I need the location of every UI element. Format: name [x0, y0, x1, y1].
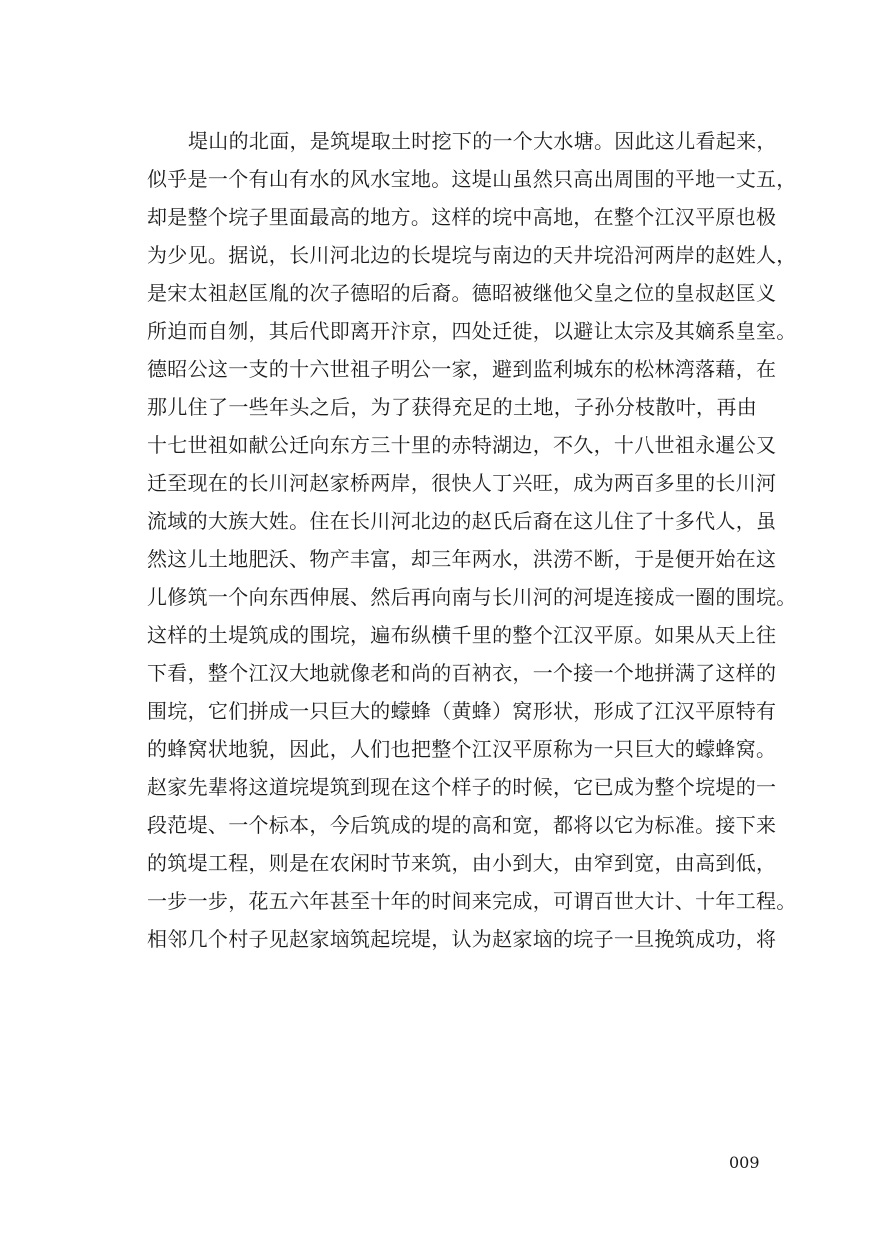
text-line: 十七世祖如献公迁向东方三十里的赤特湖边，不久，十八世祖永暹公又	[147, 433, 777, 457]
text-line: 赵家先辈将这道垸堤筑到现在这个样子的时候，它已成为整个垸堤的一	[147, 775, 777, 799]
text-line: 段范堤、一个标本，今后筑成的堤的高和宽，都将以它为标准。接下来	[147, 813, 777, 837]
text-line: 围垸，它们拼成一只巨大的蠓蜂（黄蜂）窝形状，形成了江汉平原特有	[147, 699, 777, 723]
text-line: 堤山的北面，是筑堤取土时挖下的一个大水塘。因此这儿看起来，	[188, 129, 777, 153]
text-line: 儿修筑一个向东西伸展、然后再向南与长川河的河堤连接成一圈的围垸。	[147, 585, 797, 609]
text-line: 为少见。据说，长川河北边的长堤垸与南边的天井垸沿河两岸的赵姓人，	[147, 243, 797, 267]
text-line: 然这儿土地肥沃、物产丰富，却三年两水，洪涝不断，于是便开始在这	[147, 547, 777, 571]
text-line: 的蜂窝状地貌，因此，人们也把整个江汉平原称为一只巨大的蠓蜂窝。	[147, 737, 777, 761]
text-line: 这样的土堤筑成的围垸，遍布纵横千里的整个江汉平原。如果从天上往	[147, 623, 777, 647]
text-line: 一步一步，花五六年甚至十年的时间来完成，可谓百世大计、十年工程。	[147, 889, 797, 913]
text-line: 迁至现在的长川河赵家桥两岸，很快人丁兴旺，成为两百多里的长川河	[147, 471, 777, 495]
text-line: 的筑堤工程，则是在农闲时节来筑，由小到大，由窄到宽，由高到低，	[147, 851, 777, 875]
text-line: 相邻几个村子见赵家垴筑起垸堤，认为赵家垴的垸子一旦挽筑成功，将	[147, 927, 777, 951]
text-line: 是宋太祖赵匡胤的次子德昭的后裔。德昭被继他父皇之位的皇叔赵匡义	[147, 281, 777, 305]
body-text	[147, 122, 797, 958]
text-line: 那儿住了一些年头之后，为了获得充足的土地，子孙分枝散叶，再由	[147, 395, 757, 419]
text-line: 似乎是一个有山有水的风水宝地。这堤山虽然只高出周围的平地一丈五，	[147, 167, 797, 191]
text-line: 所迫而自刎，其后代即离开汴京，四处迁徙，以避让太宗及其嫡系皇室。	[147, 319, 797, 343]
page-number: 009	[729, 1153, 760, 1172]
text-line: 却是整个垸子里面最高的地方。这样的垸中高地，在整个江汉平原也极	[147, 205, 777, 229]
text-line: 德昭公这一支的十六世祖子明公一家，避到监利城东的松林湾落藉，在	[147, 357, 777, 381]
text-line: 下看，整个江汉大地就像老和尚的百衲衣，一个接一个地拼满了这样的	[147, 661, 777, 685]
text-line: 流域的大族大姓。住在长川河北边的赵氏后裔在这儿住了十多代人，虽	[147, 509, 777, 533]
